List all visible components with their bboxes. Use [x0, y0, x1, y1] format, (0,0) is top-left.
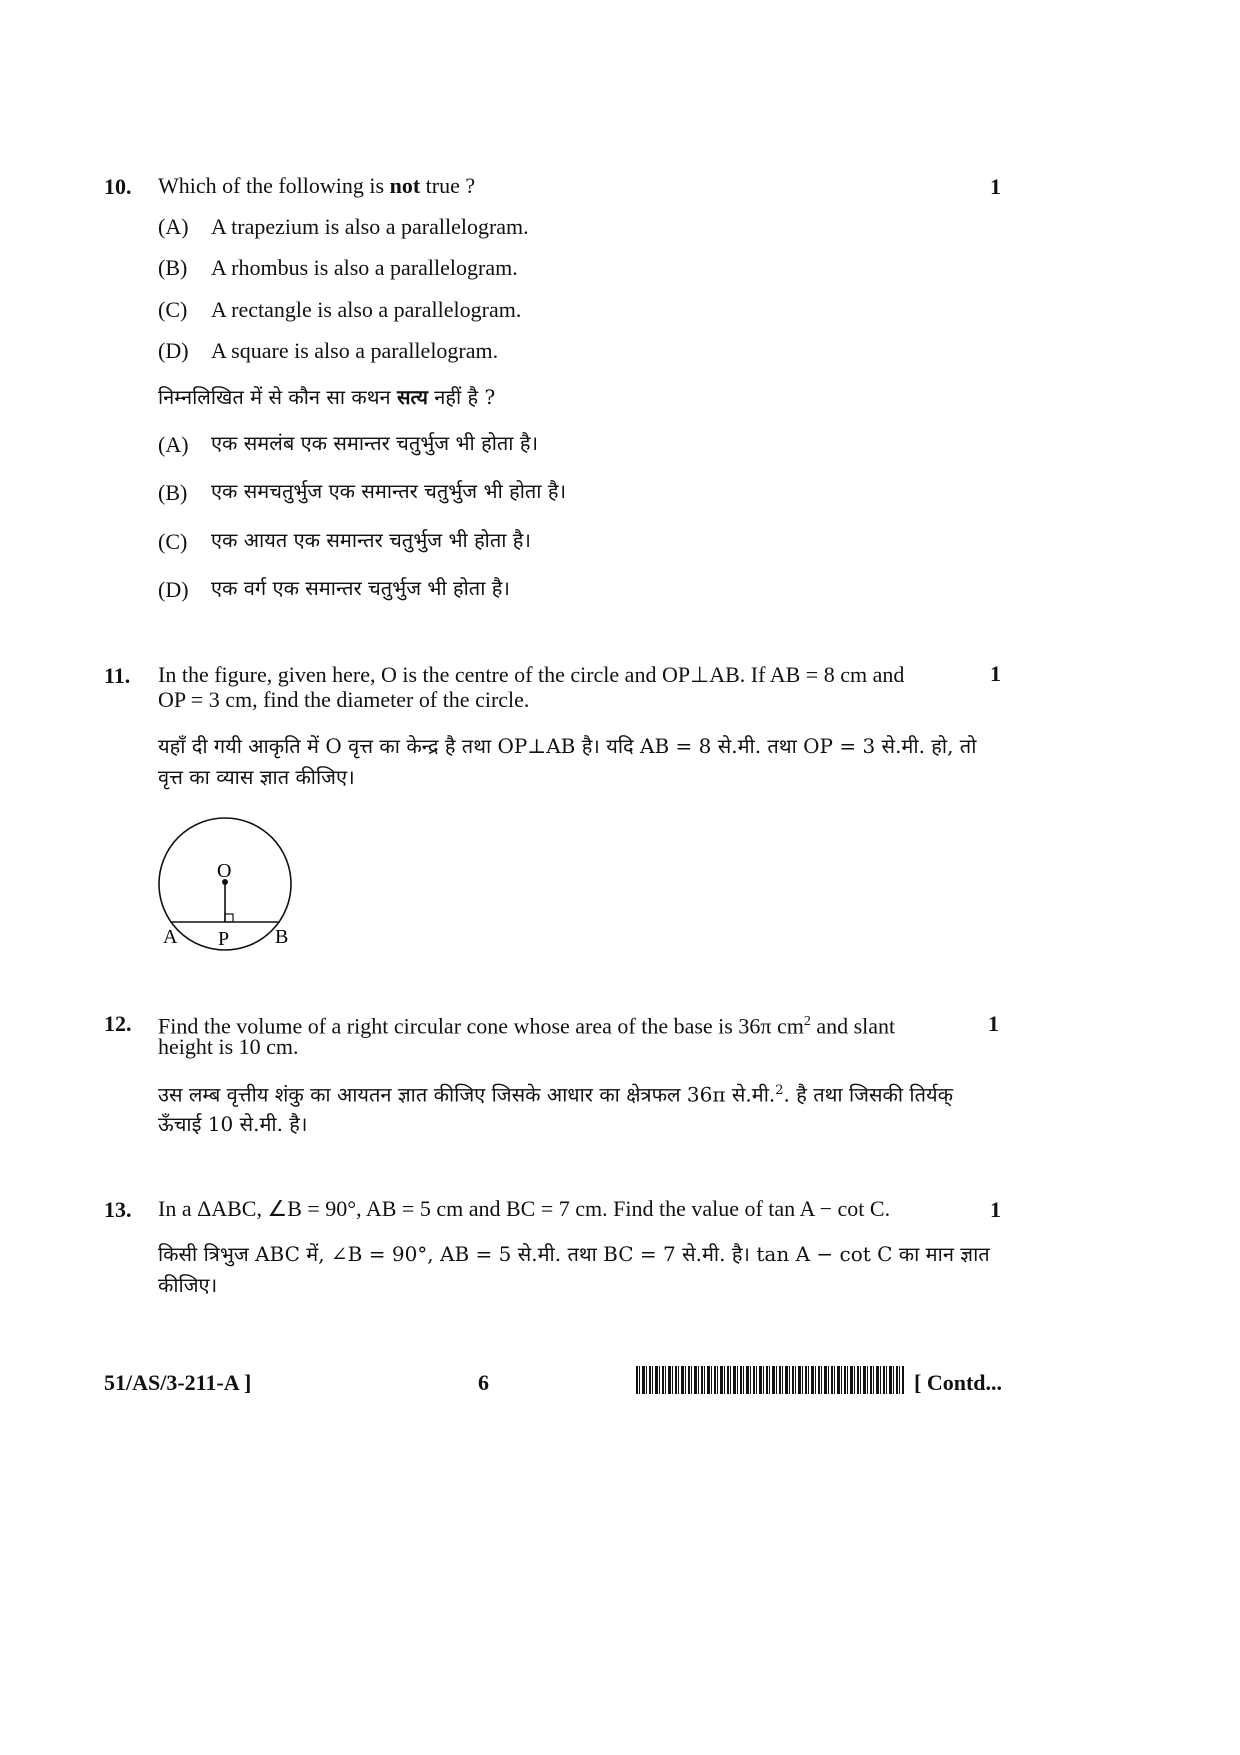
option-label: (C) [158, 297, 188, 322]
label-a: A [163, 926, 178, 948]
question-text-hindi-post: नहीं है ? [427, 385, 496, 409]
option-text-hindi: एक समचतुर्भुज एक समान्तर चतुर्भुज भी होता है। [211, 479, 567, 503]
label-p: P [218, 928, 230, 950]
question-text-pre: Find the volume of a right circular cone whose area of the base is 36π cm [158, 1013, 804, 1039]
marks: 1 [990, 661, 1001, 686]
option-label: (D) [158, 577, 189, 602]
question-text-hindi-line: किसी त्रिभुज ABC में, ∠B = 90°, AB = 5 से.मी. तथा BC = 7 से.मी. है। tan A − cot C का मान ज्ञात [158, 1242, 990, 1266]
question-text-hindi-line [158, 1077, 953, 1109]
option-text-hindi: एक समलंब एक समान्तर चतुर्भुज भी होता है। [211, 431, 539, 455]
question-text-post: and slant [810, 1013, 896, 1039]
question-text-bold: not [389, 173, 421, 198]
option-label: (B) [158, 480, 188, 505]
option-label: (B) [158, 255, 188, 280]
question-text-pre: Which of the following is [158, 173, 390, 198]
question-text-hindi-line: कीजिए। [158, 1273, 218, 1297]
barcode [636, 1366, 904, 1394]
question-text-hindi-pre: उस लम्ब वृत्तीय शंकु का आयतन ज्ञात कीजिए जिसके आधार का क्षेत्रफल 36π से.मी. [158, 1082, 776, 1107]
option-label: (A) [158, 432, 189, 457]
question-number: 12. [104, 1011, 132, 1036]
question-text-post: true ? [420, 173, 476, 198]
question-text [158, 172, 475, 200]
page-number: 6 [478, 1370, 489, 1395]
question-text-hindi [158, 383, 495, 411]
option-text: A square is also a parallelogram. [211, 338, 499, 363]
option-text-hindi: एक वर्ग एक समान्तर चतुर्भुज भी होता है। [211, 576, 510, 600]
option-label: (C) [158, 529, 188, 554]
option-label: (D) [158, 338, 189, 363]
question-text-line: OP = 3 cm, find the diameter of the circle. [158, 687, 530, 712]
option-text-hindi: एक आयत एक समान्तर चतुर्भुज भी होता है। [211, 528, 532, 552]
question-text-hindi-pre: निम्नलिखित में से कौन सा कथन [158, 385, 398, 409]
superscript: 2 [803, 1014, 811, 1029]
question-text-hindi-line: वृत्त का व्यास ज्ञात कीजिए। [158, 765, 355, 789]
continued-label: [ Contd... [914, 1370, 1003, 1395]
option-text: A rhombus is also a parallelogram. [211, 255, 518, 280]
question-text-line: height is 10 cm. [158, 1034, 299, 1059]
question-text-hindi-line: ऊँचाई 10 से.मी. है। [158, 1112, 308, 1136]
option-text: A trapezium is also a parallelogram. [211, 214, 529, 239]
marks: 1 [990, 174, 1001, 199]
label-o: O [217, 860, 232, 882]
question-text-line: In the figure, given here, O is the centre of the circle and OP⊥AB. If AB = 8 cm and [158, 662, 905, 687]
option-label: (A) [158, 214, 189, 239]
question-number: 11. [104, 663, 131, 688]
superscript: 2 [775, 1083, 784, 1098]
question-text-hindi-post: . है तथा जिसकी तिर्यक् [783, 1082, 953, 1107]
question-text-hindi-bold: सत्य [397, 385, 428, 409]
label-b: B [275, 926, 289, 948]
question-text-hindi-line: यहाँ दी गयी आकृति में O वृत्त का केन्द्र है तथा OP⊥AB है। यदि AB = 8 से.मी. तथा OP = 3 से.मी. हो, तो [158, 734, 977, 758]
question-number: 10. [104, 174, 132, 199]
circle-figure [150, 808, 310, 958]
question-text-line: In a ΔABC, ∠B = 90°, AB = 5 cm and BC = 7 cm. Find the value of tan A − cot C. [158, 1196, 891, 1221]
marks: 1 [988, 1011, 999, 1036]
question-number: 13. [104, 1197, 132, 1222]
option-text: A rectangle is also a parallelogram. [211, 297, 522, 322]
paper-code: 51/AS/3-211-A ] [104, 1370, 252, 1395]
marks: 1 [990, 1197, 1001, 1222]
right-angle-mark [225, 914, 233, 922]
